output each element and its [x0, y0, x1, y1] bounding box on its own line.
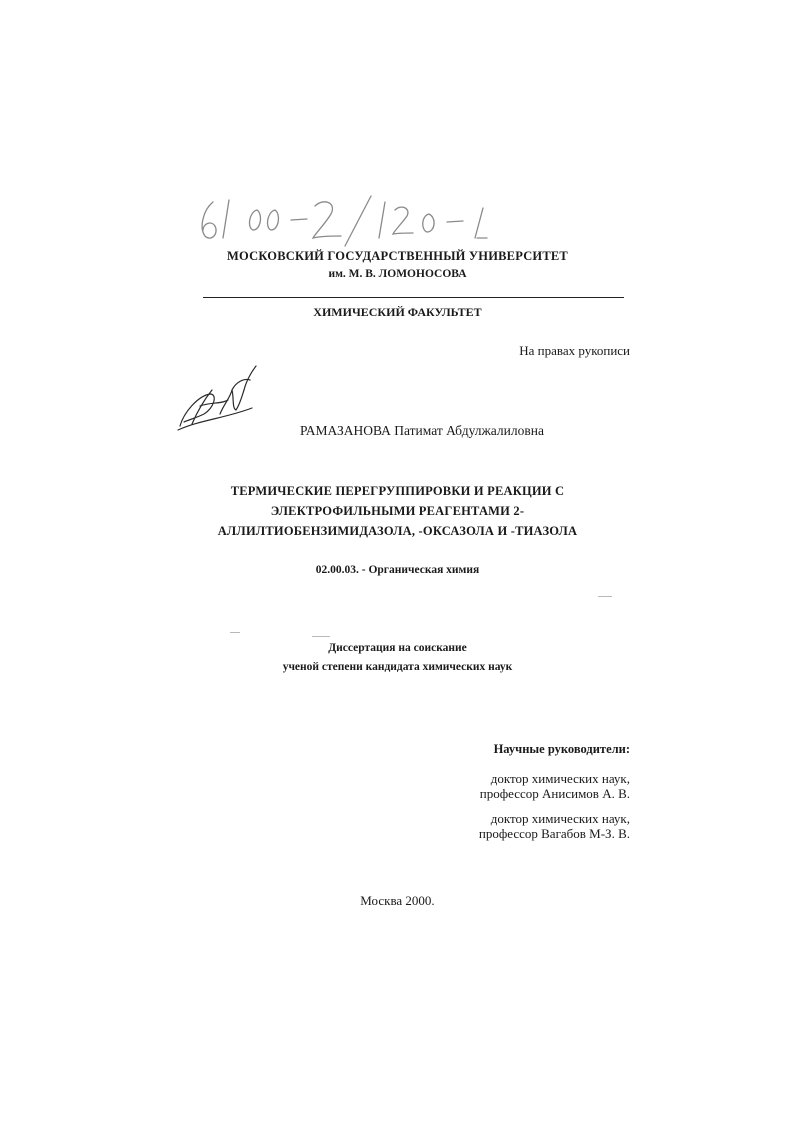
- degree-statement-line-1: Диссертация на соискание: [328, 642, 467, 654]
- advisor-degree: доктор химических наук,: [490, 811, 630, 826]
- scan-speck: [598, 596, 612, 597]
- degree-statement-line-2: ученой степени кандидата химических наук: [282, 661, 513, 673]
- advisors-heading: Научные руководители:: [493, 742, 630, 756]
- rights-notice: На правах рукописи: [519, 343, 630, 358]
- advisor-entry: [479, 811, 630, 841]
- university-name: МОСКОВСКИЙ ГОСУДАРСТВЕННЫЙ УНИВЕРСИТЕТ: [227, 249, 568, 263]
- advisor-degree: доктор химических наук,: [490, 771, 630, 786]
- faculty-name: ХИМИЧЕСКИЙ ФАКУЛЬТЕТ: [313, 305, 482, 319]
- specialty-code: 02.00.03. - Органическая химия: [315, 564, 480, 576]
- city-and-year: Москва 2000.: [360, 893, 435, 908]
- dissertation-title-line-2: ЭЛЕКТРОФИЛЬНЫМИ РЕАГЕНТАМИ 2-: [270, 504, 525, 518]
- advisor-name: профессор Анисимов А. В.: [479, 786, 630, 801]
- advisor-name: профессор Вагабов М-З. В.: [478, 826, 630, 841]
- university-named-after: им. М. В. ЛОМОНОСОВА: [328, 268, 467, 280]
- scan-speck: [312, 636, 330, 637]
- advisor-entry: [480, 771, 630, 801]
- handwritten-mark-text: 61 00-2/120-1: [195, 248, 201, 249]
- dissertation-title-line-3: АЛЛИЛТИОБЕНЗИМИДАЗОЛА, -ОКСАЗОЛА И -ТИАЗОЛА: [217, 524, 578, 538]
- header-divider: [203, 297, 624, 298]
- scan-speck: [230, 632, 240, 633]
- dissertation-title-line-1: ТЕРМИЧЕСКИЕ ПЕРЕГРУППИРОВКИ И РЕАКЦИИ С: [230, 484, 565, 498]
- handwritten-archive-mark: [195, 188, 515, 250]
- author-name: РАМАЗАНОВА Патимат Абдулжалиловна: [300, 423, 544, 438]
- author-signature: [170, 360, 270, 438]
